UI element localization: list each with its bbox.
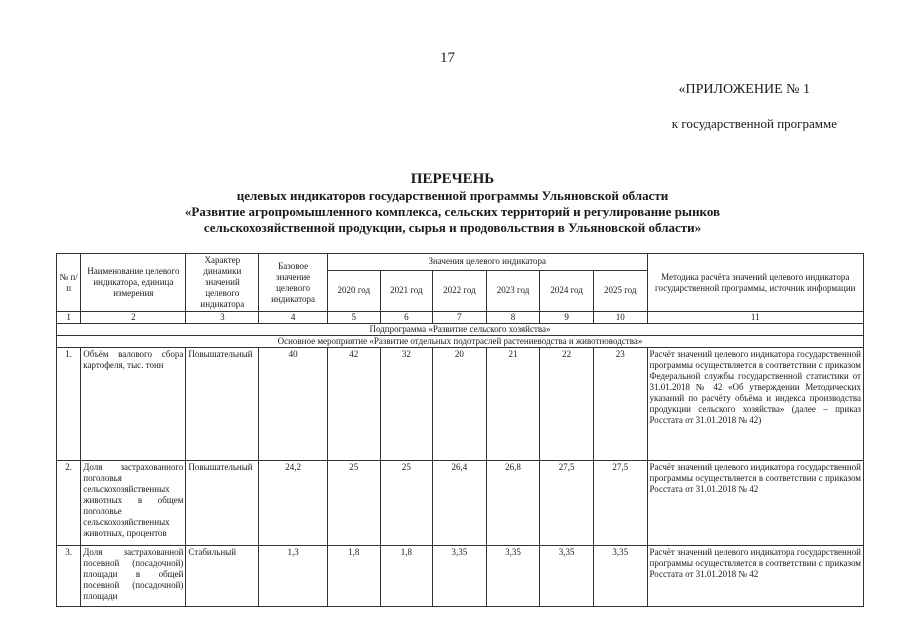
column-number: 11 [647,312,863,324]
row-value-2022: 20 [433,348,487,461]
row-method: Расчёт значений целевого индикатора государственной программы осуществляется в соответствии с приказом Росстата от 31.01.2018 № 42 [647,461,863,546]
appendix-label: «ПРИЛОЖЕНИЕ № 1 [678,82,810,97]
header-year: 2023 год [486,270,540,311]
subprogram-row [57,324,864,336]
row-value-2020: 25 [327,461,380,546]
column-number: 8 [486,312,540,324]
column-number: 1 [57,312,81,324]
header-values-group: Значения целевого индикатора [327,254,647,271]
row-value-2023: 21 [486,348,540,461]
row-value-2025: 3,35 [593,546,647,607]
header-name: Наименование целевого индикатора, единица измерения [81,254,186,312]
row-value-2023: 26,8 [486,461,540,546]
column-number: 5 [327,312,380,324]
header-year: 2020 год [327,270,380,311]
header-base: Базовое значение целевого индикатора [259,254,328,312]
row-value-2025: 27,5 [593,461,647,546]
row-character: Стабильный [186,546,259,607]
row-base-value: 40 [259,348,328,461]
header-method: Методика расчёта значений целевого индикатора государственной программы, источник информации [647,254,863,312]
row-value-2024: 27,5 [540,461,594,546]
row-character: Повышательный [186,461,259,546]
column-number: 4 [259,312,328,324]
header-year: 2021 год [380,270,433,311]
column-number: 3 [186,312,259,324]
row-indicator-name: Объём валового сбора картофеля, тыс. тонн [81,348,186,461]
row-value-2024: 3,35 [540,546,594,607]
row-method: Расчёт значений целевого индикатора государственной программы осуществляется в соответствии с приказом Росстата от 31.01.2018 № 42 [647,546,863,607]
page-number: 17 [440,50,455,66]
subprogram-title: Подпрограмма «Развитие сельского хозяйства» [57,324,864,336]
table-row [57,348,864,461]
row-value-2023: 3,35 [486,546,540,607]
table-row [57,546,864,607]
row-value-2024: 22 [540,348,594,461]
title-line-3: «Развитие агропромышленного комплекса, сельских территорий и регулирование рынков [184,204,721,219]
row-method: Расчёт значений целевого индикатора государственной программы осуществляется в соответствии с приказом Федеральной службы государственной статистики от 31.01.2018 № 42 «Об утверждении Методических указаний по расчёту объёма и индекса производства продукции сельского хозяйства» (далее – приказ Росстата от 31.01.2018 № 42) [647,348,863,461]
header-row [57,254,864,271]
title-line-4: сельскохозяйственной продукции, сырья и продовольствия в Ульяновской области» [203,220,702,235]
row-num: 1. [57,348,81,461]
row-value-2021: 25 [380,461,433,546]
row-indicator-name: Доля застрахованной посевной (посадочной) площади в общей посевной (посадочной) площади [81,546,186,607]
column-number: 7 [433,312,487,324]
row-value-2021: 32 [380,348,433,461]
header-character: Характер динамики значений целевого индикатора [186,254,259,312]
row-value-2021: 1,8 [380,546,433,607]
row-base-value: 1,3 [259,546,328,607]
main-activity-title: Основное мероприятие «Развитие отдельных подотраслей растениеводства и животноводства» [57,336,864,348]
title-line-1: ПЕРЕЧЕНЬ [410,171,495,187]
row-value-2025: 23 [593,348,647,461]
row-num: 2. [57,461,81,546]
row-character: Повышательный [186,348,259,461]
row-indicator-name: Доля застрахованного поголовья сельскохозяйственных животных в общем поголовье сельскохозяйственных животных, процентов [81,461,186,546]
row-num: 3. [57,546,81,607]
column-number: 6 [380,312,433,324]
title-line-2: целевых индикаторов государственной программы Ульяновской области [236,188,669,203]
header-year: 2024 год [540,270,594,311]
row-base-value: 24,2 [259,461,328,546]
column-number: 9 [540,312,594,324]
row-value-2020: 1,8 [327,546,380,607]
header-year: 2022 год [433,270,487,311]
header-num: № п/п [57,254,81,312]
main-activity-row [57,336,864,348]
table-row [57,461,864,546]
column-numbers-row [57,312,864,324]
row-value-2020: 42 [327,348,380,461]
to-program-label: к государственной программе [671,116,837,131]
row-value-2022: 3,35 [433,546,487,607]
header-year: 2025 год [593,270,647,311]
indicators-table [56,253,864,607]
row-value-2022: 26,4 [433,461,487,546]
column-number: 10 [593,312,647,324]
column-number: 2 [81,312,186,324]
document-title [0,170,905,236]
